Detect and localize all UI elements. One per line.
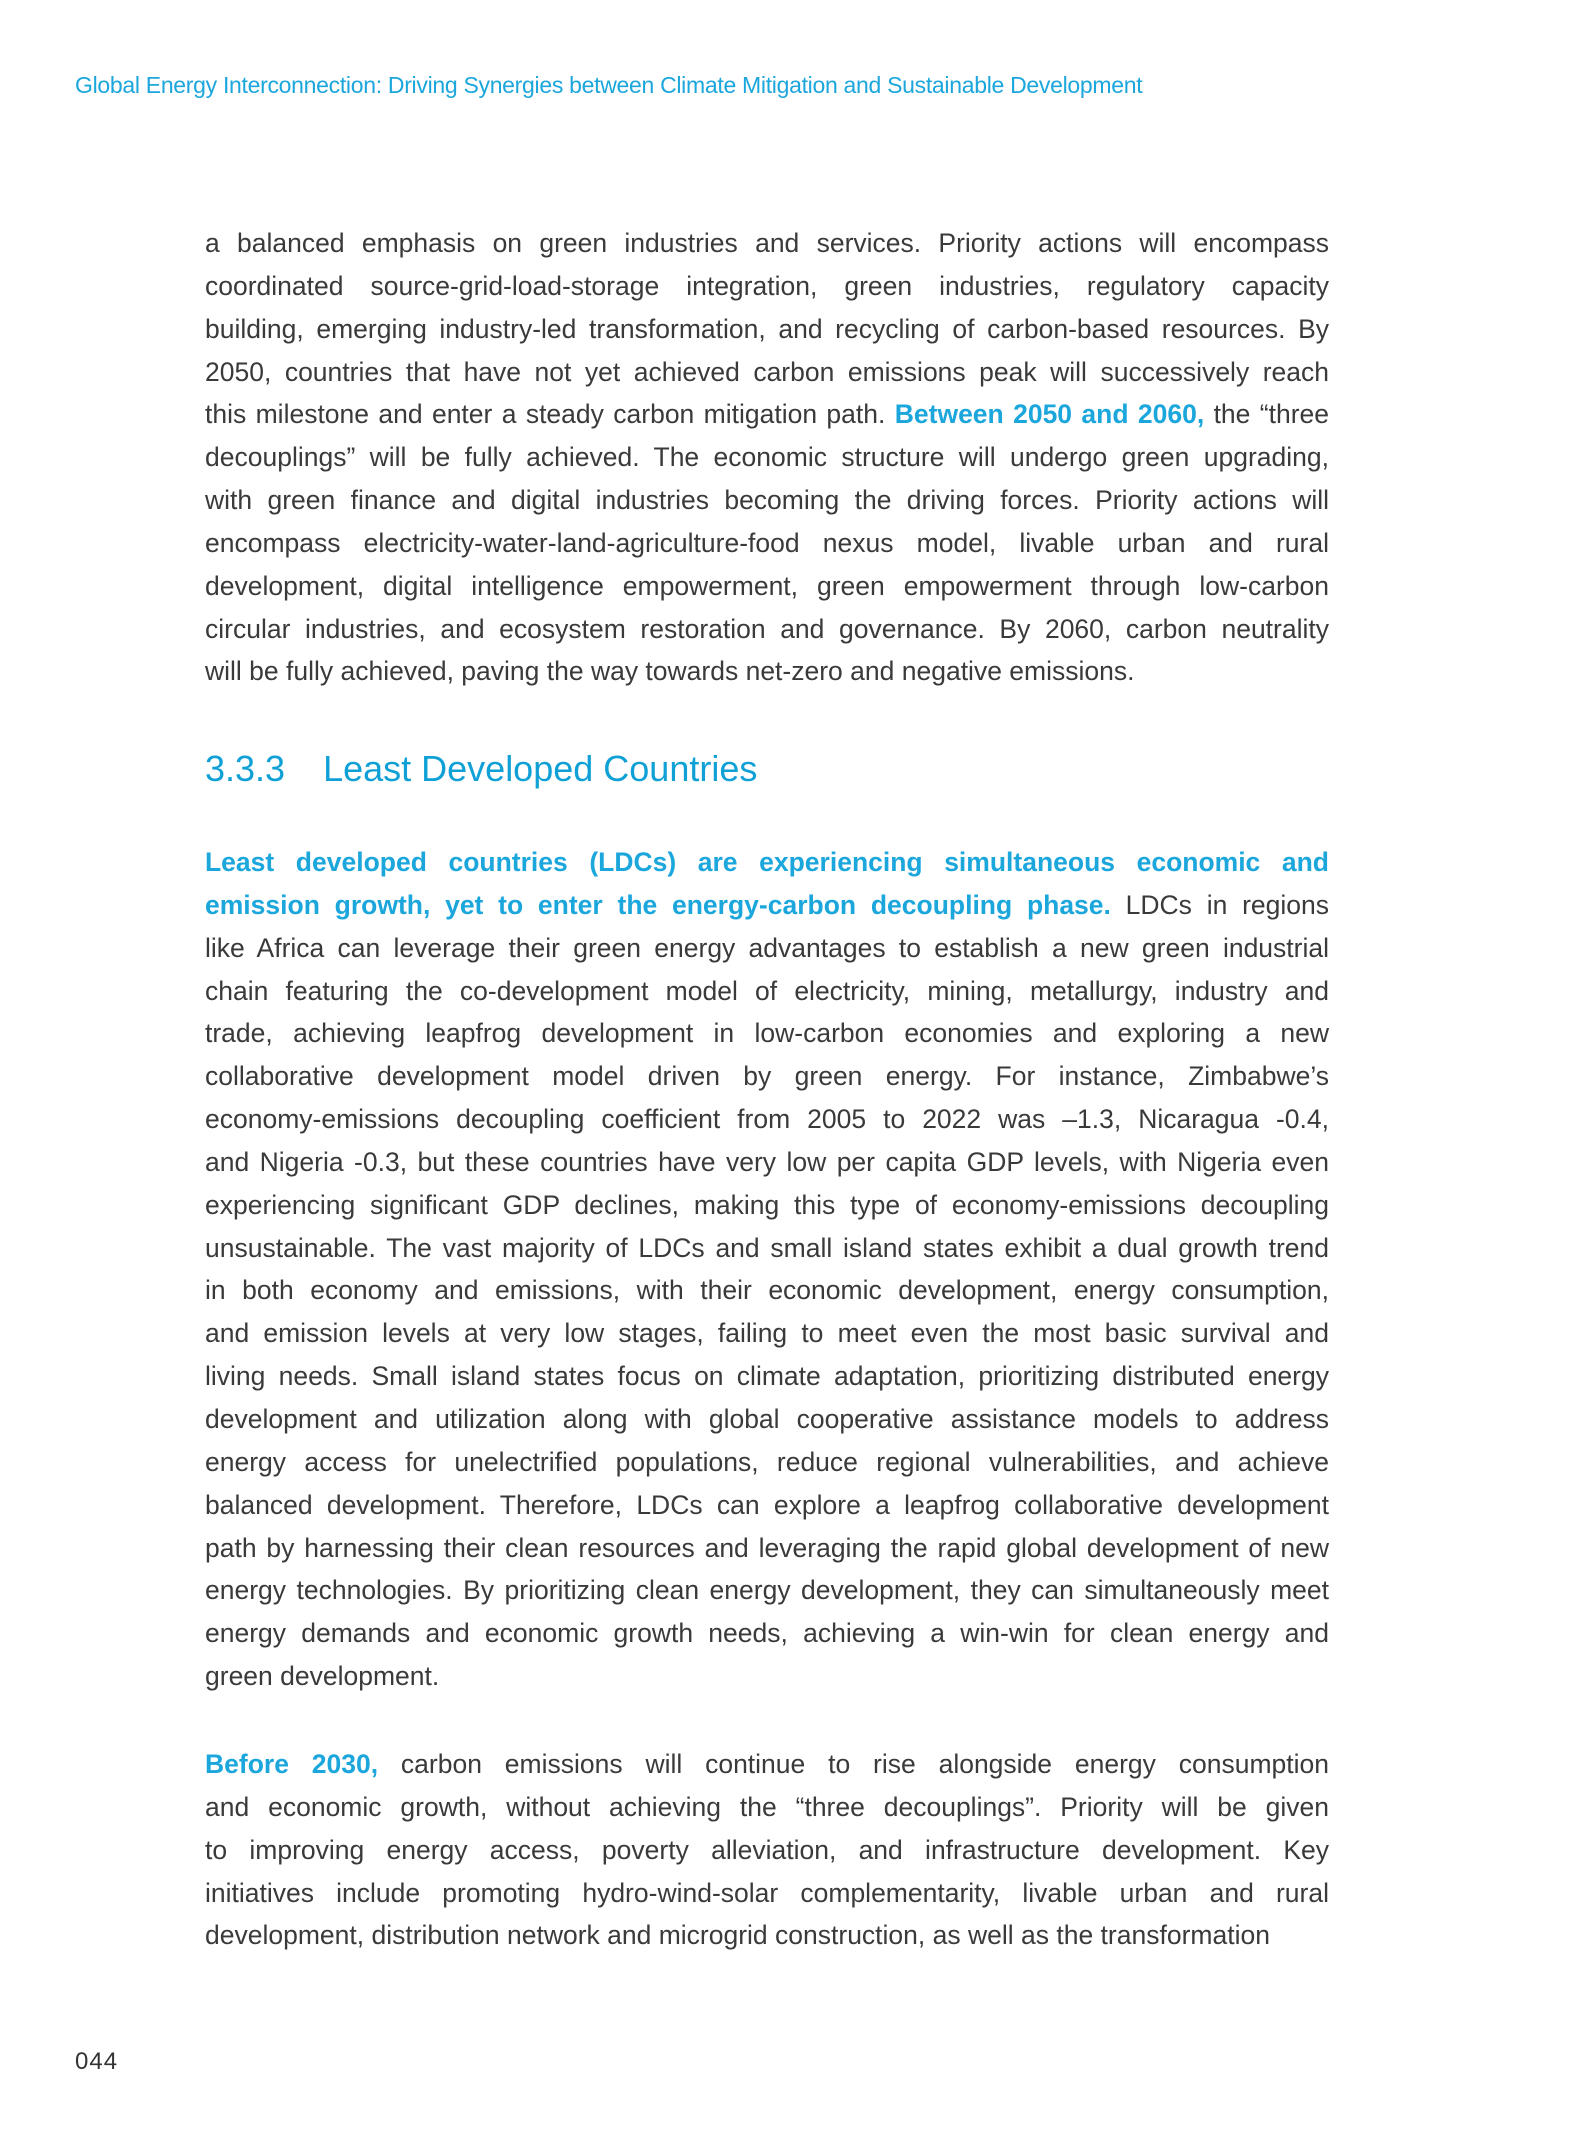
body-text: a balanced emphasis on green industries and services. Priority actions will encompass bbox=[205, 228, 1329, 258]
body-text: energy demands and economic growth needs, achieving a win-win for clean energy and bbox=[205, 1618, 1329, 1649]
paragraph-before-2030 bbox=[205, 1743, 1329, 1957]
body-text: living needs. Small island states focus on climate adaptation, prioritizing distributed energy bbox=[205, 1361, 1329, 1392]
body-text: LDCs in regions bbox=[1110, 889, 1330, 920]
text-line bbox=[205, 222, 1329, 265]
body-text: 2050, countries that have not yet achieved carbon emissions peak will successively reach bbox=[205, 356, 1329, 387]
text-line bbox=[205, 1012, 1329, 1055]
text-line bbox=[205, 479, 1329, 522]
text-line bbox=[205, 1312, 1329, 1355]
body-text: carbon emissions will continue to rise alongside energy consumption bbox=[378, 1749, 1329, 1779]
page-number: 044 bbox=[75, 2048, 119, 2075]
text-line bbox=[205, 393, 1329, 436]
section-title: Least Developed Countries bbox=[323, 748, 758, 789]
body-text: and economic growth, without achieving the “three decouplings”. Priority will be given bbox=[205, 1791, 1329, 1822]
text-line bbox=[205, 970, 1329, 1013]
text-line bbox=[205, 1355, 1329, 1398]
body-text: energy access for unelectrified populations, reduce regional vulnerabilities, and achieve bbox=[205, 1446, 1329, 1477]
text-line bbox=[205, 436, 1329, 479]
body-text: development, distribution network and microgrid construction, as well as the transformation bbox=[205, 1920, 1270, 1951]
body-text: chain featuring the co-development model of electricity, mining, metallurgy, industry and bbox=[205, 975, 1329, 1006]
section-heading bbox=[205, 748, 757, 790]
body-text: in both economy and emissions, with their economic development, energy consumption, bbox=[205, 1275, 1329, 1306]
body-text: and emission levels at very low stages, failing to meet even the most basic survival and bbox=[205, 1318, 1329, 1349]
body-text: energy technologies. By prioritizing clean energy development, they can simultaneously meet bbox=[205, 1575, 1329, 1606]
running-header: Global Energy Interconnection: Driving Synergies between Climate Mitigation and Sustainable Development bbox=[75, 72, 1143, 98]
body-text: circular industries, and ecosystem restoration and governance. By 2060, carbon neutrality bbox=[205, 613, 1329, 644]
text-line bbox=[205, 1655, 1329, 1698]
body-text: economy-emissions decoupling coefficient from 2005 to 2022 was –1.3, Nicaragua -0.4, bbox=[205, 1104, 1329, 1135]
text-line bbox=[205, 1527, 1329, 1570]
body-text: decouplings” will be fully achieved. The economic structure will undergo green upgrading, bbox=[205, 442, 1329, 473]
text-line bbox=[205, 1184, 1329, 1227]
text-line bbox=[205, 1055, 1329, 1098]
text-line bbox=[205, 608, 1329, 651]
body-text: building, emerging industry-led transformation, and recycling of carbon-based resources. By bbox=[205, 313, 1329, 344]
text-line bbox=[205, 1141, 1329, 1184]
body-text: balanced development. Therefore, LDCs can explore a leapfrog collaborative development bbox=[205, 1489, 1329, 1520]
body-text: encompass electricity-water-land-agriculture-food nexus model, livable urban and rural bbox=[205, 527, 1329, 558]
body-text: development and utilization along with global cooperative assistance models to address bbox=[205, 1403, 1329, 1434]
body-text: trade, achieving leapfrog development in low-carbon economies and exploring a new bbox=[205, 1018, 1329, 1049]
text-line bbox=[205, 1743, 1329, 1786]
text-line bbox=[205, 927, 1329, 970]
text-line bbox=[205, 1398, 1329, 1441]
text-line bbox=[205, 1786, 1329, 1829]
body-text: to improving energy access, poverty alleviation, and infrastructure development. Key bbox=[205, 1834, 1329, 1865]
body-text: initiatives include promoting hydro-wind-solar complementarity, livable urban and rural bbox=[205, 1877, 1329, 1908]
text-line bbox=[205, 522, 1329, 565]
text-line bbox=[205, 1227, 1329, 1270]
body-text: collaborative development model driven by green energy. For instance, Zimbabwe’s bbox=[205, 1061, 1329, 1092]
section-number: 3.3.3 bbox=[205, 748, 286, 789]
text-line bbox=[205, 884, 1329, 927]
highlighted-text: Between 2050 and 2060, bbox=[894, 399, 1205, 430]
text-line bbox=[205, 1872, 1329, 1915]
text-line bbox=[205, 1441, 1329, 1484]
text-line bbox=[205, 650, 1329, 693]
body-text: experiencing significant GDP declines, making this type of economy-emissions decoupling bbox=[205, 1189, 1329, 1220]
highlighted-text: Least developed countries (LDCs) are experiencing simultaneous economic and bbox=[205, 847, 1329, 877]
paragraph-intro bbox=[205, 222, 1329, 693]
body-text: this milestone and enter a steady carbon mitigation path. bbox=[205, 399, 895, 430]
body-text: coordinated source-grid-load-storage integration, green industries, regulatory capacity bbox=[205, 270, 1329, 301]
text-line bbox=[205, 308, 1329, 351]
text-line bbox=[205, 565, 1329, 608]
body-text: like Africa can leverage their green energy advantages to establish a new green industrial bbox=[205, 932, 1329, 963]
text-line bbox=[205, 1829, 1329, 1872]
body-text: and Nigeria -0.3, but these countries have very low per capita GDP levels, with Nigeria even bbox=[205, 1146, 1329, 1177]
text-line bbox=[205, 265, 1329, 308]
text-line bbox=[205, 1914, 1329, 1957]
text-line bbox=[205, 351, 1329, 394]
body-text: path by harnessing their clean resources and leveraging the rapid global development of new bbox=[205, 1532, 1329, 1563]
body-text: green development. bbox=[205, 1661, 440, 1692]
body-text: with green finance and digital industries becoming the driving forces. Priority actions will bbox=[205, 485, 1329, 516]
highlighted-text: Before 2030, bbox=[205, 1749, 379, 1779]
text-line bbox=[205, 1484, 1329, 1527]
highlighted-text: emission growth, yet to enter the energy-carbon decoupling phase. bbox=[205, 889, 1111, 920]
text-line bbox=[205, 1269, 1329, 1312]
text-line bbox=[205, 1569, 1329, 1612]
body-text: will be fully achieved, paving the way towards net-zero and negative emissions. bbox=[205, 656, 1135, 687]
body-text: the “three bbox=[1204, 399, 1329, 430]
text-line bbox=[205, 1098, 1329, 1141]
paragraph-ldc-overview bbox=[205, 841, 1329, 1698]
text-line bbox=[205, 841, 1329, 884]
body-text: unsustainable. The vast majority of LDCs and small island states exhibit a dual growth trend bbox=[205, 1232, 1329, 1263]
text-line bbox=[205, 1612, 1329, 1655]
body-text: development, digital intelligence empowerment, green empowerment through low-carbon bbox=[205, 570, 1329, 601]
